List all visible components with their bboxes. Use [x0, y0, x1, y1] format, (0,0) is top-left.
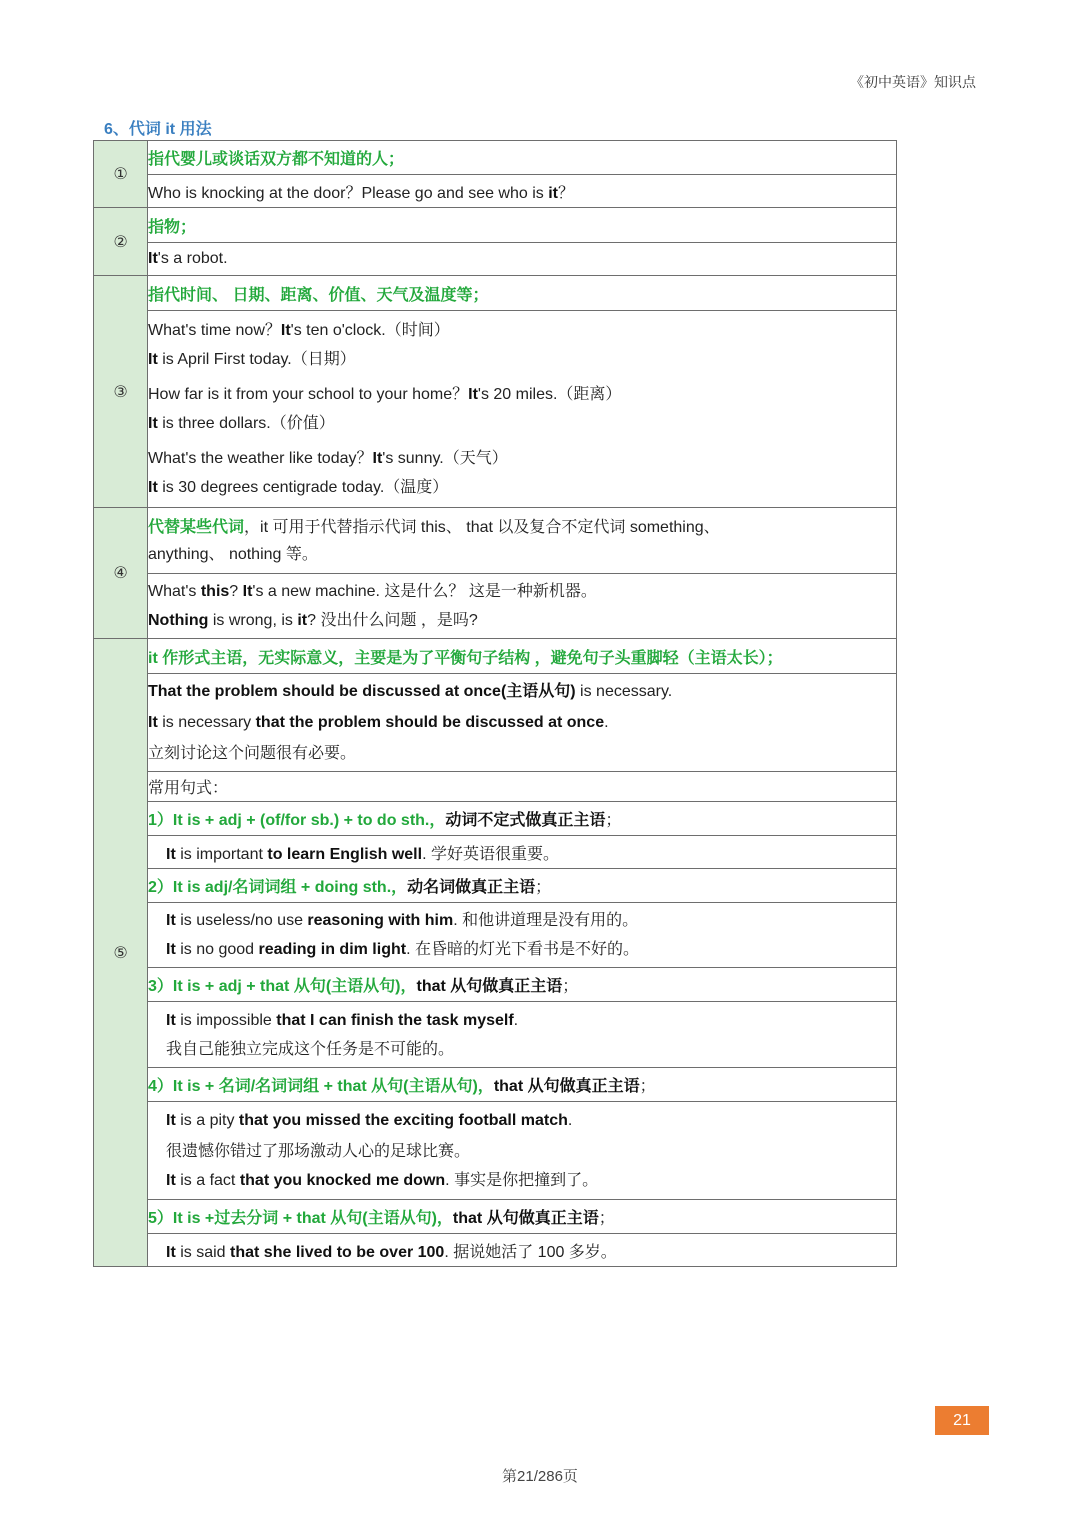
row-heading: 指代时间、 日期、距离、价值、天气及温度等； [148, 276, 897, 311]
example-cell: What's time now？It's ten o'clock.（时间） It is April First today.（日期） How far is it from your school to your home？It's 20 miles.（距离） It is three dollars.（价值） What's the weather like today？It's sunny.（天气） It is 30 degrees centigrade today.（温度） [148, 311, 897, 508]
common-patterns-label: 常用句式： [148, 772, 897, 802]
section-title: 6、代词 it 用法 [104, 121, 212, 138]
row-heading: 指物； [148, 208, 897, 243]
row-number: ④ [94, 508, 148, 639]
example-cell: Who is knocking at the door？Please go and see who is it？ [148, 175, 897, 208]
row-number: ② [94, 208, 148, 276]
usage-table [93, 140, 897, 1267]
row-number: ③ [94, 276, 148, 508]
pattern-5-example: It is said that she lived to be over 100. 据说她活了 100 多岁。 [148, 1234, 897, 1267]
page-number-badge: 21 [935, 1406, 989, 1435]
row-number: ① [94, 141, 148, 208]
pattern-1: 1）It is + adj + (of/for sb.) + to do sth.，动词不定式做真正主语； [148, 802, 897, 836]
pattern-4: 4）It is + 名词/名词词组 + that 从句(主语从句)，that 从句做真正主语； [148, 1068, 897, 1102]
pattern-5: 5）It is +过去分词 + that 从句(主语从句)，that 从句做真正主语； [148, 1200, 897, 1234]
pattern-2-example: It is useless/no use reasoning with him. 和他讲道理是没有用的。 It is no good reading in dim light. 在昏暗的灯光下看书是不好的。 [148, 903, 897, 968]
example-cell: What's this? It's a new machine. 这是什么？ 这是一种新机器。 Nothing is wrong, is it? 没出什么问题 ，是吗? [148, 574, 897, 639]
page-footer: 第21/286页 [502, 1468, 578, 1485]
pattern-4-example: It is a pity that you missed the exciting football match. 很遗憾你错过了那场激动人心的足球比赛。 It is a fact that you knocked me down. 事实是你把撞到了。 [148, 1102, 897, 1200]
example-cell: It's a robot. [148, 243, 897, 276]
pattern-2: 2）It is adj/名词词组 + doing sth.，动名词做真正主语； [148, 869, 897, 903]
example-cell: That the problem should be discussed at once(主语从句) is necessary. It is necessary that the problem should be discussed at once. 立刻讨论这个问题很有必要。 [148, 674, 897, 772]
pattern-1-example: It is important to learn English well. 学好英语很重要。 [148, 836, 897, 869]
header-title: 《初中英语》知识点 [850, 74, 976, 90]
row-heading: it 作形式主语，无实际意义，主要是为了平衡句子结构 ，避免句子头重脚轻（主语太长）； [148, 639, 897, 674]
pattern-3-example: It is impossible that I can finish the task myself. 我自己能独立完成这个任务是不可能的。 [148, 1002, 897, 1068]
pattern-3: 3）It is + adj + that 从句(主语从句)，that 从句做真正主语； [148, 968, 897, 1002]
row-heading: 代替某些代词，it 可用于代替指示代词 this、 that 以及复合不定代词 something、 anything、 nothing 等。 [148, 508, 897, 574]
row-heading: 指代婴儿或谈话双方都不知道的人； [148, 141, 897, 175]
row-number: ⑤ [94, 639, 148, 1267]
